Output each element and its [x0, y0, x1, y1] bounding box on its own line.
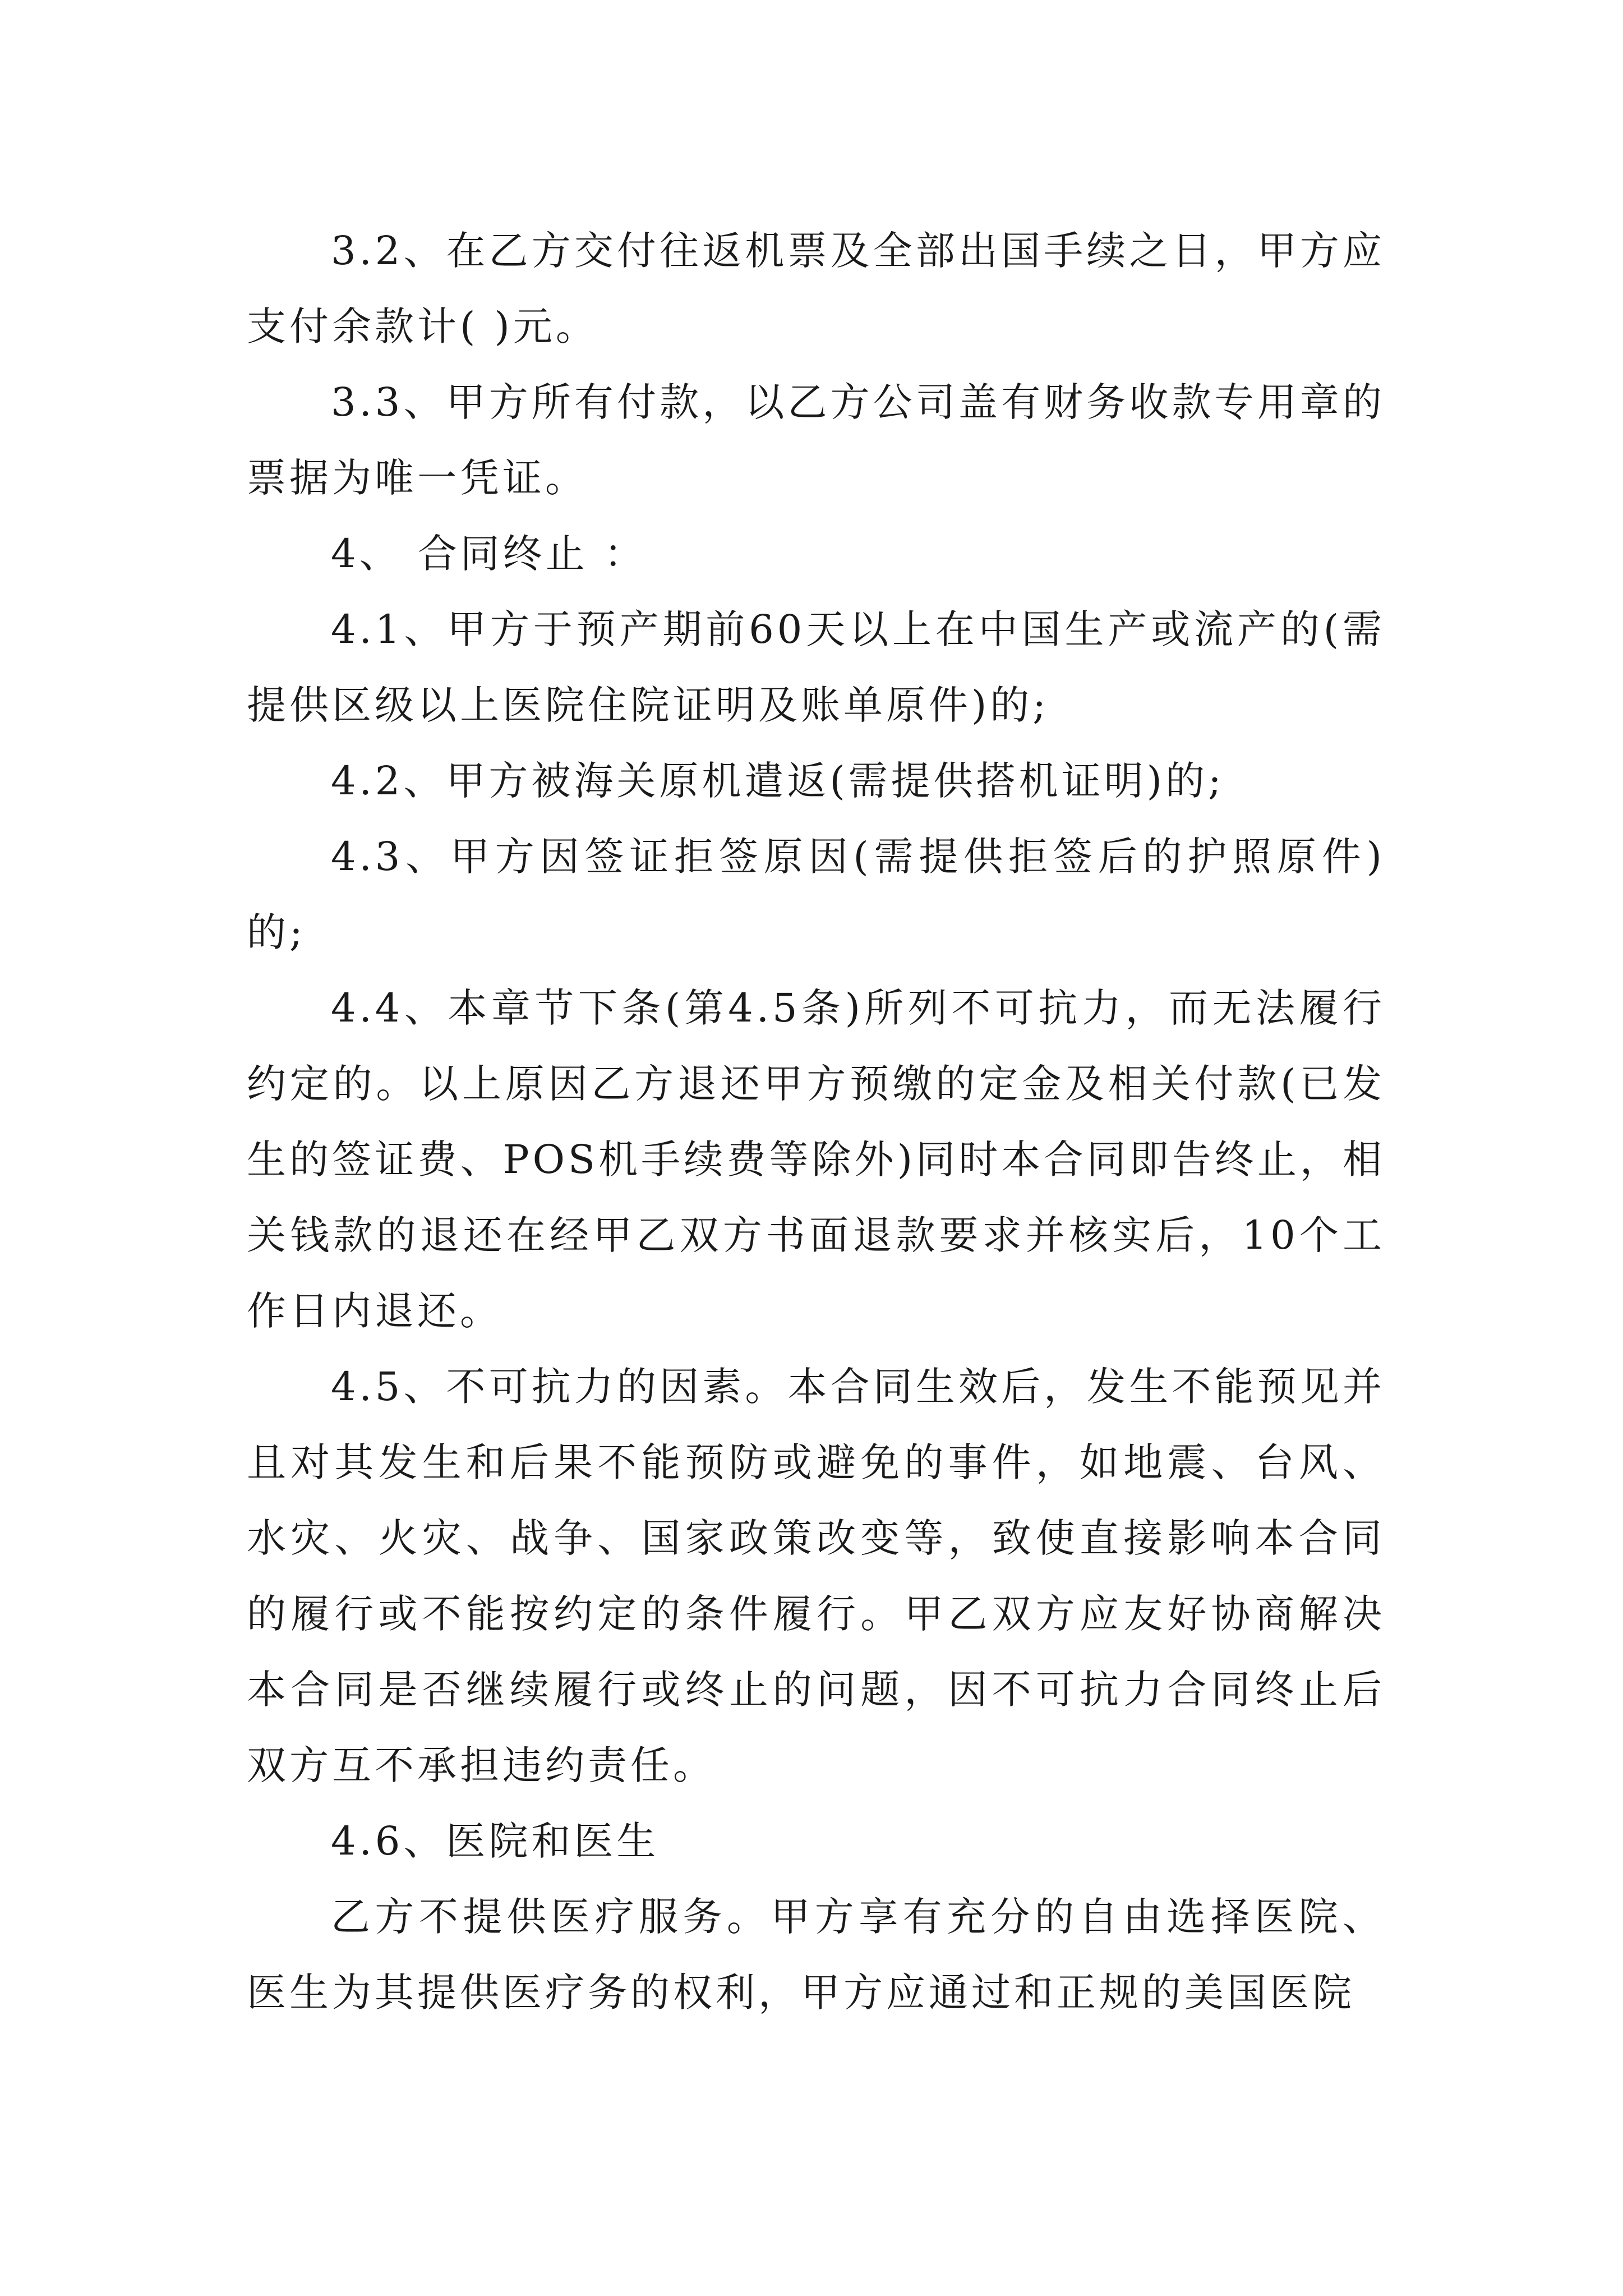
clause-4-6-heading: 4.6、医院和医生	[331, 1818, 660, 1864]
clause-4-1: 4.1、甲方于预产期前60天以上在中国生产或流产的(需提供区级以上医院住院证明及账单原件)的;	[247, 606, 1385, 728]
section-4-heading: 4、 合同终止 ：	[331, 531, 647, 577]
clause-3-3: 3.3、甲方所有付款，以乙方公司盖有财务收款专用章的票据为唯一凭证。	[247, 379, 1385, 501]
clause-4-3: 4.3、甲方因签证拒签原因(需提供拒签后的护照原件)的;	[247, 834, 1385, 955]
clause-4-6-body: 乙方不提供医疗服务。甲方享有充分的自由选择医院、医生为其提供医疗务的权利，甲方应通过和正规的美国医院	[247, 1894, 1385, 2016]
clause-4-5: 4.5、不可抗力的因素。本合同生效后，发生不能预见并且对其发生和后果不能预防或避免的事件，如地震、台风、水灾、火灾、战争、国家政策改变等，致使直接影响本合同的履行或不能按约定的条件履行。甲乙双方应友好协商解决本合同是否继续履行或终止的问题，因不可抗力合同终止后双方互不承担违约责任。	[247, 1364, 1385, 1788]
clause-4-2: 4.2、甲方被海关原机遣返(需提供搭机证明)的;	[331, 758, 1225, 804]
clause-3-2: 3.2、在乙方交付往返机票及全部出国手续之日，甲方应支付余款计( )元。	[247, 228, 1385, 349]
clause-4-4: 4.4、本章节下条(第4.5条)所列不可抗力，而无法履行约定的。以上原因乙方退还甲方预缴的定金及相关付款(已发生的签证费、POS机手续费等除外)同时本合同即告终止，相关钱款的退还在经甲乙双方书面退款要求并核实后，10个工作日内退还。	[247, 985, 1385, 1334]
document-body	[247, 213, 1385, 2031]
